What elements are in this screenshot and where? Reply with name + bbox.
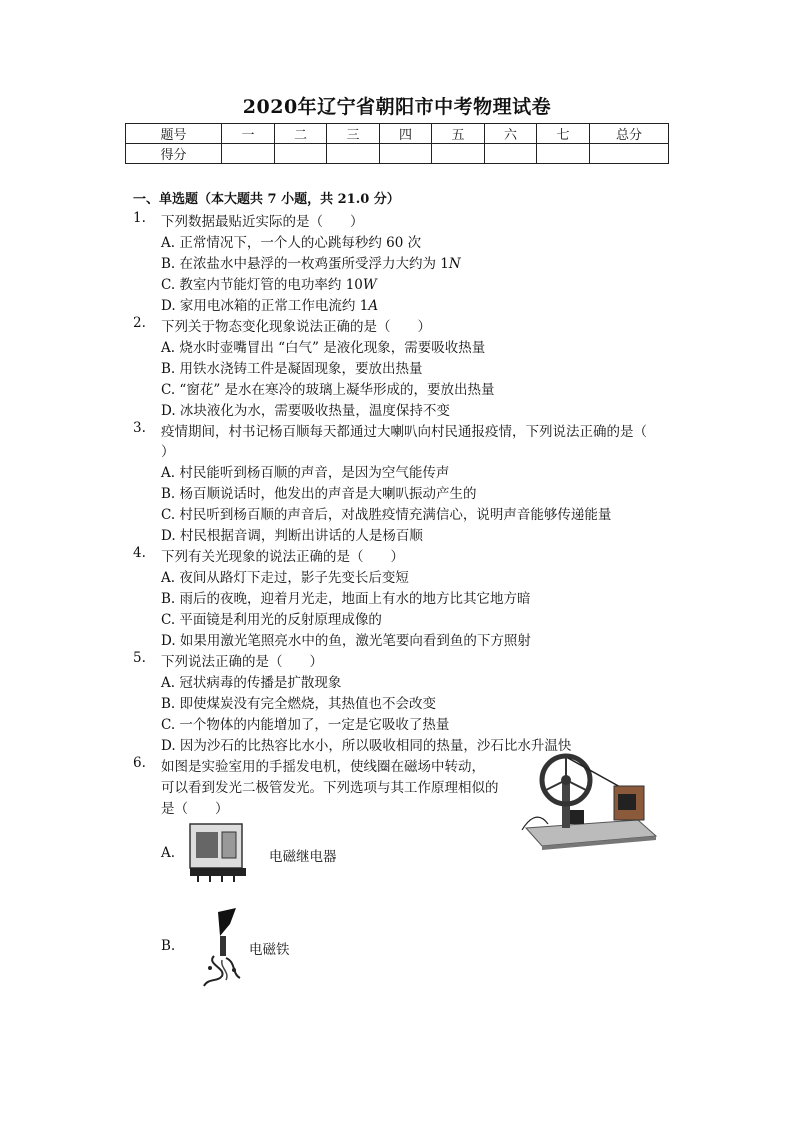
unit-symbol: W xyxy=(362,277,377,293)
question-number: 1. xyxy=(133,210,146,226)
question-text-continued: 是（ ） xyxy=(161,801,229,817)
option[interactable]: D. 村民根据音调，判断出讲话的人是杨百顺 xyxy=(161,528,423,544)
option-text: B. 在浓盐水中悬浮的一枚鸡蛋所受浮力大约为 1 xyxy=(161,256,449,272)
option[interactable]: C. 村民听到杨百顺的声音后，对战胜疫情充满信心，说明声音能够传递能量 xyxy=(161,507,612,523)
score-cell[interactable] xyxy=(537,144,590,164)
question-text: 下列关于物态变化现象说法正确的是（ ） xyxy=(161,319,431,335)
option[interactable]: C. 平面镜是利用光的反射原理成像的 xyxy=(161,612,382,628)
question-number: 2. xyxy=(133,315,146,331)
score-header-cell: 一 xyxy=(222,124,275,144)
option-b[interactable] xyxy=(161,938,175,954)
option[interactable]: B. 用铁水浇铸工件是凝固现象，要放出热量 xyxy=(161,361,423,377)
question-number: 5. xyxy=(133,650,146,666)
option-a[interactable] xyxy=(161,845,175,861)
option-b-label: 电磁铁 xyxy=(249,942,290,958)
score-header-cell: 四 xyxy=(380,124,432,144)
question-number: 6. xyxy=(133,755,146,771)
option-text: A. 正常情况下，一个人的心跳每秒约 60 次 xyxy=(161,235,422,251)
page-title: 2020年辽宁省朝阳市中考物理试卷 xyxy=(242,96,552,118)
unit-symbol: N xyxy=(448,256,461,272)
hand-crank-generator-icon xyxy=(518,750,658,850)
score-cell[interactable] xyxy=(432,144,485,164)
section-heading: 一、单选题（本大题共 7 小题，共 21.0 分） xyxy=(133,192,400,207)
score-table xyxy=(125,123,669,164)
question-text-continued: ） xyxy=(161,444,175,460)
option[interactable] xyxy=(161,273,377,293)
question-text: 下列数据最贴近实际的是（ ） xyxy=(161,214,364,230)
question-text: 疫情期间，村书记杨百顺每天都通过大喇叭向村民通报疫情，下列说法正确的是（ xyxy=(161,424,647,440)
score-cell[interactable] xyxy=(275,144,327,164)
electromagnet-icon xyxy=(196,906,248,992)
question-text: 下列说法正确的是（ ） xyxy=(161,654,323,670)
score-header-cell: 六 xyxy=(485,124,537,144)
electromagnet-image xyxy=(196,906,248,992)
option-letter: A. xyxy=(161,845,176,861)
question-text-continued: 可以看到发光二极管发光。下列选项与其工作原理相似的 xyxy=(161,780,499,796)
option[interactable]: C. 一个物体的内能增加了，一定是它吸收了热量 xyxy=(161,717,450,733)
option[interactable] xyxy=(161,231,421,251)
score-header-cell: 七 xyxy=(537,124,590,144)
option[interactable]: D. 冰块液化为水，需要吸收热量，温度保持不变 xyxy=(161,403,450,419)
option[interactable]: A. 冠状病毒的传播是扩散现象 xyxy=(161,675,342,691)
option[interactable]: D. 如果用激光笔照亮水中的鱼，激光笔要向看到鱼的下方照射 xyxy=(161,633,531,649)
option[interactable]: B. 即使煤炭没有完全燃烧，其热值也不会改变 xyxy=(161,696,437,712)
score-table-score-row xyxy=(126,144,669,164)
score-cell[interactable] xyxy=(380,144,432,164)
score-cell[interactable] xyxy=(590,144,669,164)
option[interactable]: B. 雨后的夜晚，迎着月光走，地面上有水的地方比其它地方暗 xyxy=(161,591,531,607)
option[interactable]: A. 烧水时壶嘴冒出 “白气” 是液化现象，需要吸收热量 xyxy=(161,340,486,356)
score-row-label: 得分 xyxy=(126,144,222,164)
relay-icon xyxy=(186,818,250,884)
score-header-cell: 二 xyxy=(275,124,327,144)
option[interactable]: C. “窗花” 是水在寒冷的玻璃上凝华形成的，要放出热量 xyxy=(161,382,495,398)
option[interactable] xyxy=(161,252,461,272)
generator-image xyxy=(518,750,658,850)
option[interactable]: A. 村民能听到杨百顺的声音，是因为空气能传声 xyxy=(161,465,450,481)
score-header-cell: 题号 xyxy=(126,124,222,144)
option-letter: B. xyxy=(161,938,176,954)
question-text: 如图是实验室用的手摇发电机，使线圈在磁场中转动， xyxy=(161,759,485,775)
score-header-cell: 三 xyxy=(327,124,380,144)
question-text: 下列有关光现象的说法正确的是（ ） xyxy=(161,549,404,565)
score-table-header-row xyxy=(126,124,669,144)
option[interactable]: B. 杨百顺说话时，他发出的声音是大喇叭振动产生的 xyxy=(161,486,477,502)
option[interactable] xyxy=(161,294,378,314)
score-cell[interactable] xyxy=(222,144,275,164)
option-text: D. 家用电冰箱的正常工作电流约 1 xyxy=(161,298,369,314)
score-cell[interactable] xyxy=(327,144,380,164)
score-header-cell: 五 xyxy=(432,124,485,144)
option-text: C. 教室内节能灯管的电功率约 10 xyxy=(161,277,363,293)
question-number: 3. xyxy=(133,420,146,436)
score-cell[interactable] xyxy=(485,144,537,164)
option[interactable]: A. 夜间从路灯下走过，影子先变长后变短 xyxy=(161,570,409,586)
option[interactable]: D. 因为沙石的比热容比水小，所以吸收相同的热量，沙石比水升温快 xyxy=(161,738,572,754)
question-number: 4. xyxy=(133,545,146,561)
relay-image xyxy=(186,818,250,884)
unit-symbol: A xyxy=(368,298,379,314)
score-header-cell: 总分 xyxy=(590,124,669,144)
option-a-label: 电磁继电器 xyxy=(269,849,337,865)
